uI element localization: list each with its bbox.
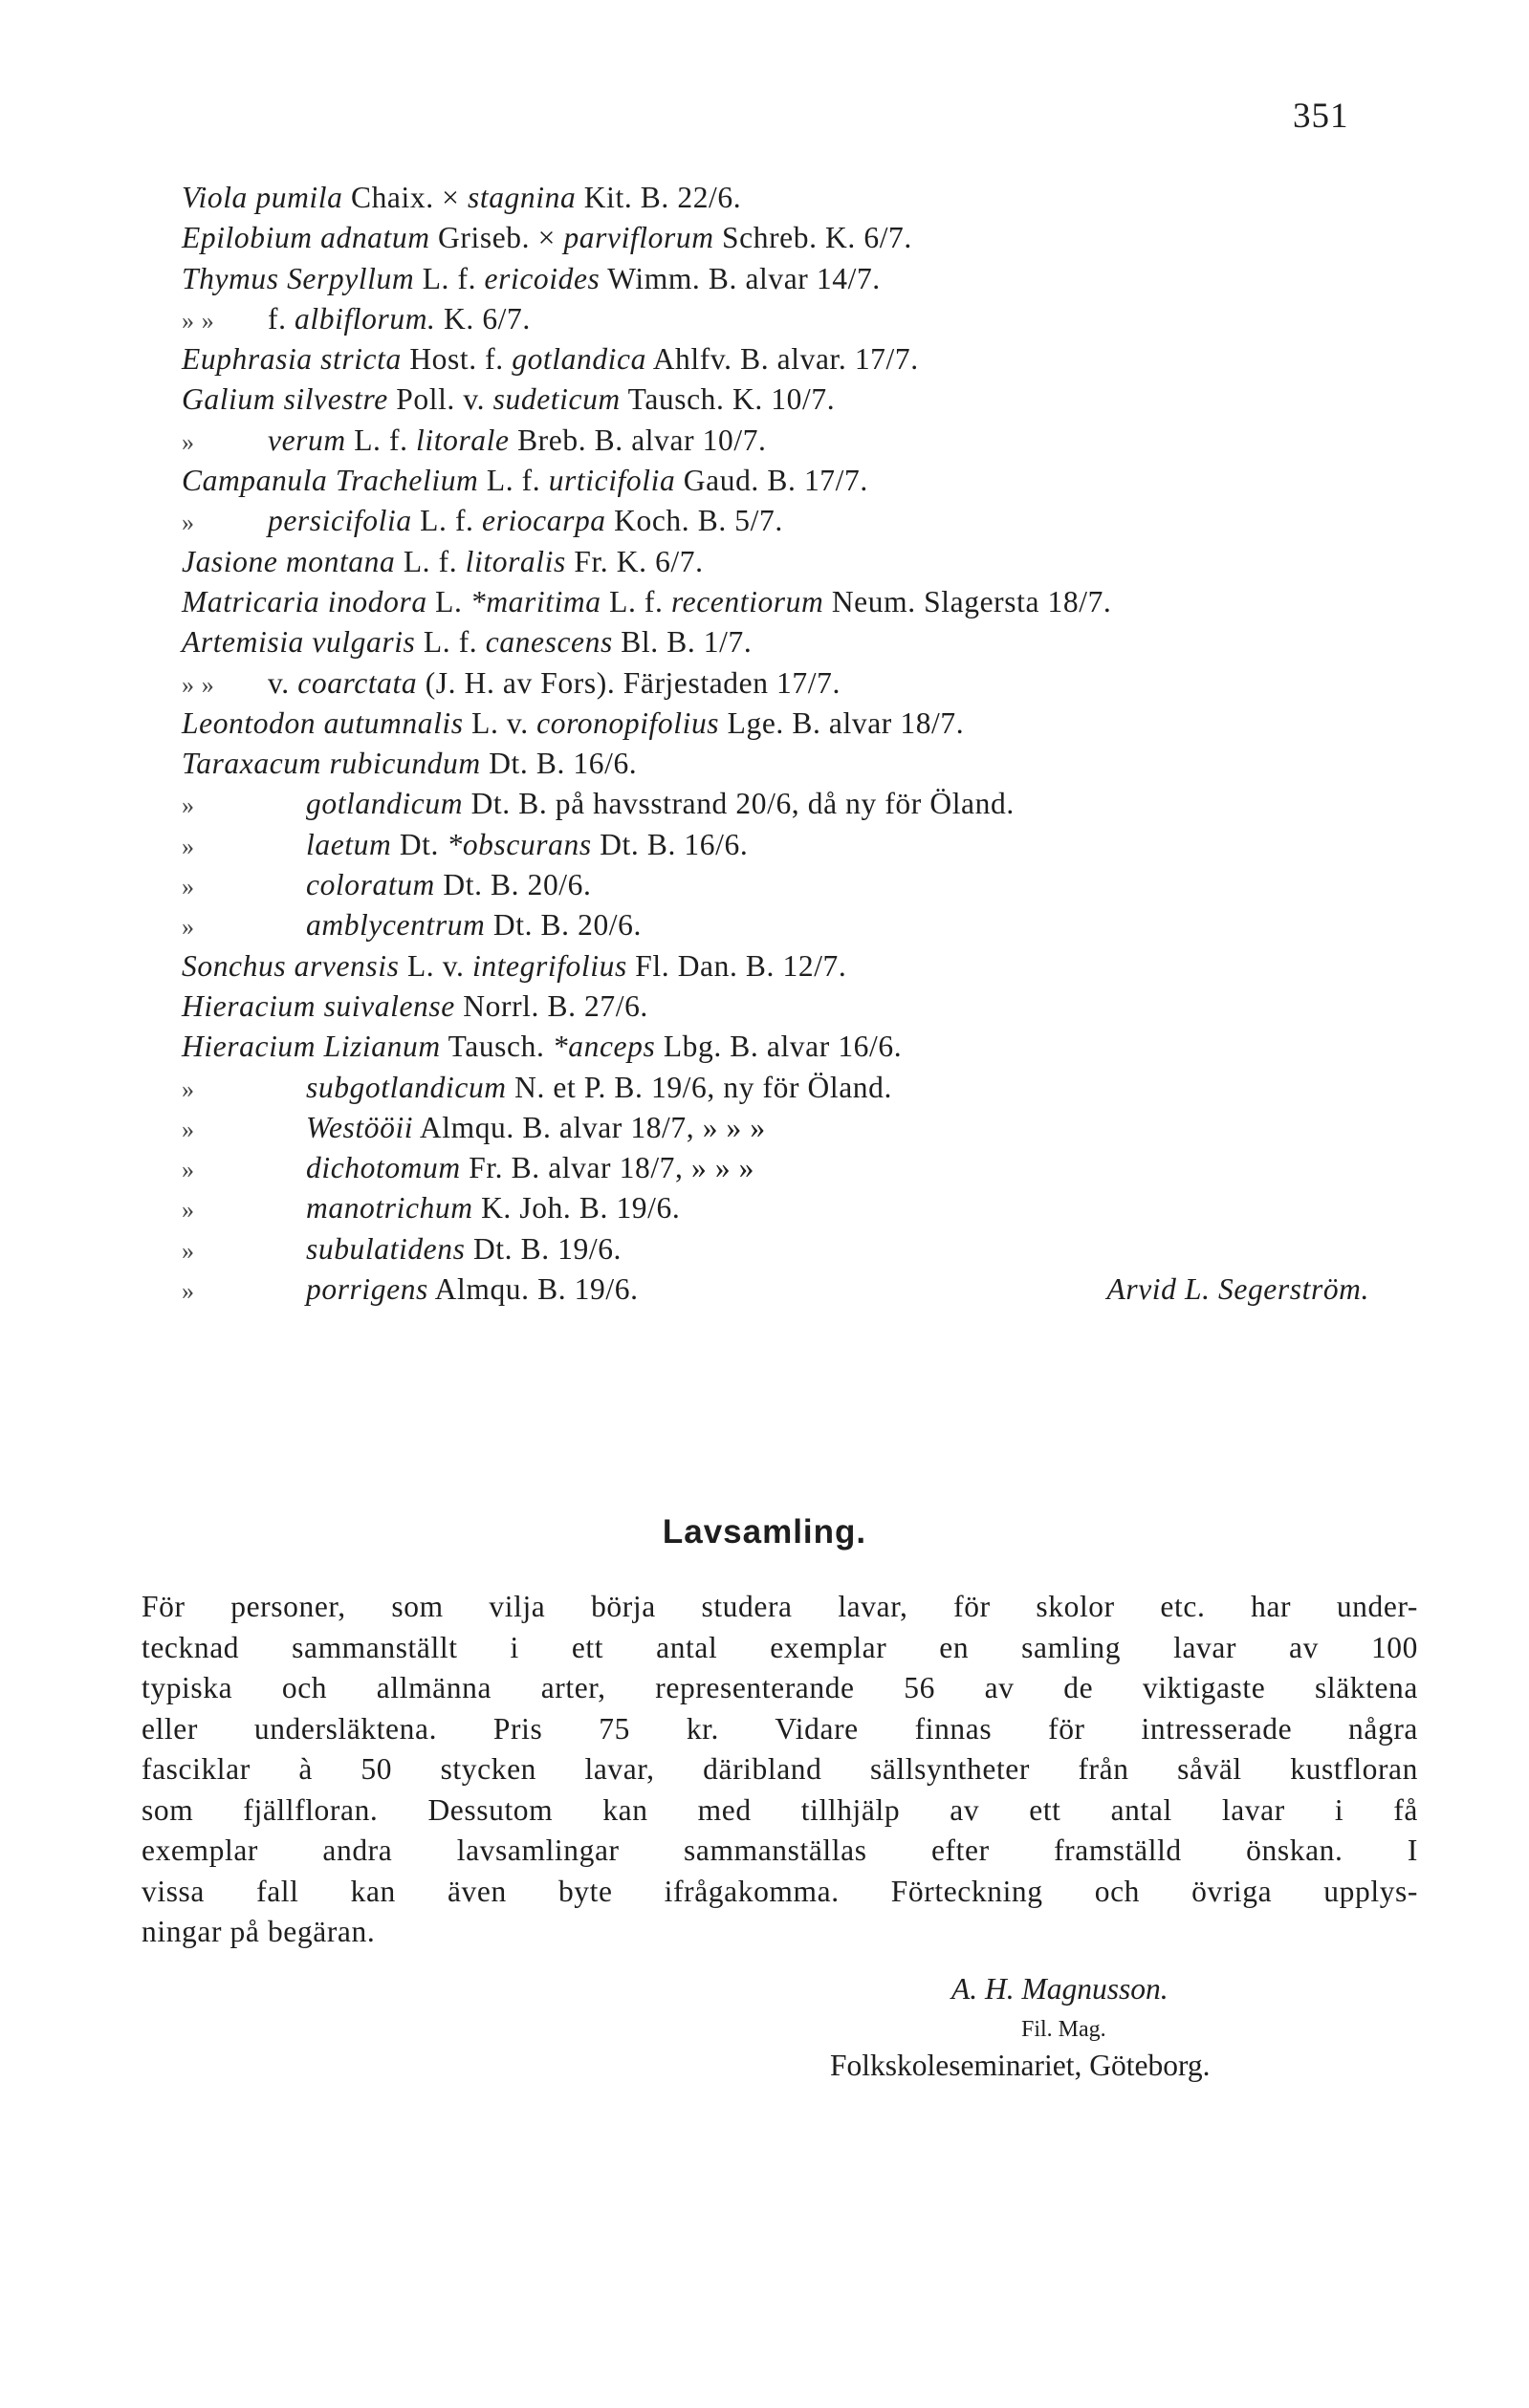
authority-text: Fr. B. alvar (460, 1151, 620, 1185)
authority-text: K. Joh. B. (472, 1191, 617, 1226)
species-name: Viola pumila (182, 181, 343, 214)
species-name: coloratum (306, 868, 435, 902)
authority-text: L. f. (415, 625, 486, 660)
ditto-mark: » (182, 792, 195, 820)
authority-text: Host. f. (401, 342, 513, 377)
species-entry (182, 1229, 1453, 1269)
species-entry (182, 946, 1453, 987)
variety-name: urticifolia (548, 464, 676, 498)
species-entry (182, 663, 1453, 704)
body-line: tecknad sammanställt i ett antal exemplar en samling lavar av 100 (142, 1630, 1418, 1664)
locality-text: Koch. B. (605, 504, 735, 538)
signature-name: A. H. Magnusson. (951, 1972, 1169, 2006)
ditto-mark: » (182, 832, 195, 860)
section-title: Lavsamling. (662, 1513, 867, 1551)
ditto-mark: » (182, 1074, 195, 1103)
collection-date: 6/7. (863, 221, 912, 255)
collection-date: 17/7. (776, 665, 841, 700)
species-entry (182, 784, 1453, 824)
locality-text: (J. H. av Fors). Färjestaden (417, 665, 777, 700)
ditto-mark: » (182, 1196, 195, 1225)
collection-date: 5/7. (734, 504, 783, 538)
species-entry (182, 622, 1453, 662)
collection-date: 20/6, (735, 787, 800, 821)
species-name: dichotomum (306, 1151, 461, 1185)
species-entry (182, 1027, 1453, 1067)
variety-name: litorale (416, 423, 510, 457)
species-entry (182, 905, 1453, 945)
variety-name: coronopifolius (536, 705, 720, 740)
variety-name: coarctata (297, 665, 418, 700)
species-name: Artemisia vulgaris (182, 625, 416, 660)
collection-date: 17/7. (803, 464, 868, 498)
species-name: subulatidens (306, 1231, 466, 1266)
species-entry (182, 1269, 1453, 1310)
ditto-mark: » » (182, 670, 215, 699)
note-text: då ny för Öland. (799, 787, 1015, 821)
authority-text: Dt. B. (485, 908, 579, 943)
collection-date: 19/6. (574, 1272, 639, 1307)
species-entry (182, 1148, 1453, 1188)
authority-text: f. (268, 301, 295, 336)
species-entry (182, 1108, 1453, 1148)
species-name: subgotlandicum (306, 1070, 507, 1104)
variety-name: canescens (485, 625, 613, 660)
species-name: Westööii (306, 1110, 414, 1144)
species-entry (182, 542, 1453, 582)
locality-text: Breb. B. alvar (509, 423, 703, 457)
species-name: Taraxacum rubicundum (182, 747, 481, 781)
collection-date: 17/7. (854, 342, 919, 377)
collection-date: 10/7. (771, 382, 836, 417)
body-line: För personer, som vilja börja studera lavar, för skolor etc. har under- (142, 1590, 1418, 1623)
locality-text: Schreb. K. (713, 221, 864, 255)
authority-text: Chaix. × (342, 181, 468, 214)
locality-text: Dt. B. (591, 827, 685, 861)
species-entry (182, 744, 1453, 784)
ditto-mark: » (182, 1236, 195, 1265)
locality-text: Gaud. B. (675, 464, 804, 498)
collection-date: 20/6. (578, 908, 642, 943)
author-signature: Arvid L. Segerström. (1106, 1272, 1369, 1307)
species-entry (182, 865, 1453, 905)
note-text: » » » (683, 1151, 754, 1185)
locality-text: Neum. Slagersta (823, 584, 1048, 618)
page-number: 351 (1293, 97, 1349, 136)
species-entry (182, 987, 1453, 1027)
species-entry (182, 421, 1453, 461)
authority-text: Almqu. B. (427, 1272, 575, 1307)
authority-text: L. v. (463, 705, 537, 740)
authority-text: Poll. v. (387, 382, 493, 417)
collection-date: 12/7. (782, 948, 847, 983)
variety-name: stagnina (468, 181, 577, 214)
body-line: vissa fall kan även byte ifrågakomma. Förteckning och övriga upplys- (142, 1874, 1418, 1908)
note-text: ny för Öland. (714, 1070, 892, 1104)
variety-name: ericoides (484, 261, 601, 295)
authority-text: L. f. (414, 261, 485, 295)
collection-date: 10/7. (702, 423, 767, 457)
note-text: » » » (694, 1110, 766, 1144)
species-name: porrigens (306, 1272, 428, 1307)
authority-text: L. v. (399, 948, 472, 983)
species-name: gotlandicum (306, 787, 464, 821)
species-name: Epilobium adnatum (182, 221, 430, 255)
species-name: Matricaria inodora (182, 584, 427, 618)
locality-text: Tausch. K. (620, 382, 772, 417)
species-name: Jasione montana (182, 544, 396, 578)
variety-name: eriocarpa (482, 504, 606, 538)
ditto-mark: » (182, 1115, 195, 1143)
collection-date: 18/7. (900, 705, 965, 740)
body-paragraph (142, 1587, 1418, 1953)
form-name: recentiorum (670, 584, 824, 618)
collection-date: 14/7. (816, 261, 881, 295)
locality-text: Wimm. B. alvar (600, 261, 817, 295)
species-entry (182, 501, 1453, 541)
species-name: verum (268, 423, 346, 457)
ditto-mark: » (182, 427, 195, 456)
variety-name: litoralis (465, 544, 566, 578)
species-entry (182, 259, 1453, 299)
locality-text: Ahlfv. B. alvar. (645, 342, 855, 377)
body-line: exemplar andra lavsamlingar sammanställas efter framställd önskan. I (142, 1833, 1418, 1867)
body-line: typiska och allmänna arter, representerande 56 av de viktigaste släktena (142, 1671, 1418, 1704)
species-name: manotrichum (306, 1191, 473, 1226)
species-name: Leontodon autumnalis (182, 705, 464, 740)
locality-text: Lbg. B. alvar (655, 1030, 839, 1064)
locality-text: Fr. K. (565, 544, 656, 578)
collection-date: 6/7. (655, 544, 704, 578)
variety-name: integrifolius (472, 948, 627, 983)
authority-text: N. et P. B. (506, 1070, 651, 1104)
authority-text: Dt. (391, 827, 448, 861)
locality-text: Kit. B. (576, 181, 678, 214)
collection-date: 19/6, (650, 1070, 715, 1104)
authority-text: L. f. (395, 544, 466, 578)
authority-text: L. f. (478, 464, 549, 498)
signature-title: Fil. Mag. (1021, 2017, 1106, 2042)
locality-text: Lge. B. alvar (719, 705, 901, 740)
authority-text: Dt. B. (434, 868, 528, 902)
collection-date: 16/6. (573, 747, 638, 781)
authority-text: L. f. (411, 504, 483, 538)
collection-date: 18/7, (619, 1151, 684, 1185)
species-entry (182, 339, 1453, 380)
species-name: Sonchus arvensis (182, 948, 400, 983)
collection-date: 6/7. (482, 301, 531, 336)
authority-text: L. f. (345, 423, 417, 457)
collection-date: 22/6. (677, 181, 742, 214)
species-name: amblycentrum (306, 908, 486, 943)
species-name: laetum (306, 827, 392, 861)
collection-date: 16/6. (684, 827, 749, 861)
variety-name: parviflorum (563, 221, 714, 255)
species-name: Campanula Trachelium (182, 464, 479, 498)
body-line: som fjällfloran. Dessutom kan med tillhjälp av ett antal lavar i få (142, 1792, 1418, 1827)
locality-text: K. (435, 301, 483, 336)
collection-date: 18/7. (1047, 584, 1112, 618)
collection-date: 27/6. (584, 988, 648, 1023)
species-entry (182, 461, 1453, 501)
species-entry (182, 704, 1453, 744)
authority-text: Dt. B. (480, 747, 574, 781)
species-name: Thymus Serpyllum (182, 261, 415, 295)
variety-name: *anceps (552, 1030, 656, 1064)
variety-name: albiflorum. (295, 301, 436, 336)
species-entry (182, 299, 1453, 339)
species-entry (182, 178, 1453, 218)
species-name: Hieracium suivalense (182, 988, 455, 1023)
species-name: Galium silvestre (182, 382, 388, 417)
authority-text: Almqu. B. alvar (413, 1110, 631, 1144)
locality-text: Bl. B. (612, 625, 704, 660)
variety-name: *maritima (470, 584, 601, 618)
locality-text: L. f. (601, 584, 671, 618)
authority-text: Griseb. × (429, 221, 564, 255)
species-name: Hieracium Lizianum (182, 1030, 441, 1064)
species-list (182, 178, 1453, 1310)
ditto-mark: » (182, 1156, 195, 1184)
variety-name: sudeticum (492, 382, 621, 417)
species-name: persicifolia (268, 504, 412, 538)
species-entry (182, 582, 1453, 622)
ditto-mark: » (182, 873, 195, 901)
authority-text: Tausch. (440, 1030, 553, 1064)
species-entry (182, 380, 1453, 420)
species-entry (182, 218, 1453, 258)
locality-text: Fl. Dan. B. (626, 948, 783, 983)
variety-name: gotlandica (512, 342, 646, 377)
collection-date: 18/7, (630, 1110, 695, 1144)
species-name: Euphrasia stricta (182, 342, 402, 377)
authority-text: L. (426, 584, 470, 618)
species-entry (182, 1188, 1453, 1228)
collection-date: 19/6. (616, 1191, 681, 1226)
signature-place: Folkskoleseminariet, Göteborg. (830, 2049, 1211, 2082)
body-line: eller undersläktena. Pris 75 kr. Vidare finnas för intresserade några (142, 1711, 1418, 1746)
body-line: ningar på begäran. (142, 1915, 376, 1948)
ditto-mark: » (182, 1277, 195, 1306)
authority-text: v. (268, 665, 298, 700)
variety-name: *obscurans (447, 827, 592, 861)
collection-date: 20/6. (527, 868, 592, 902)
collection-date: 19/6. (557, 1231, 623, 1266)
authority-text: Norrl. B. (454, 988, 585, 1023)
authority-text: Dt. B. (465, 1231, 558, 1266)
ditto-mark: » (182, 913, 195, 942)
species-entry (182, 1068, 1453, 1108)
ditto-mark: » » (182, 306, 215, 335)
species-entry (182, 825, 1453, 865)
ditto-mark: » (182, 509, 195, 537)
body-line: fasciklar à 50 stycken lavar, däribland sällsyntheter från såväl kustfloran (142, 1752, 1418, 1786)
collection-date: 1/7. (703, 625, 753, 660)
authority-text: Dt. B. på havsstrand (463, 787, 736, 821)
collection-date: 16/6. (838, 1030, 903, 1064)
